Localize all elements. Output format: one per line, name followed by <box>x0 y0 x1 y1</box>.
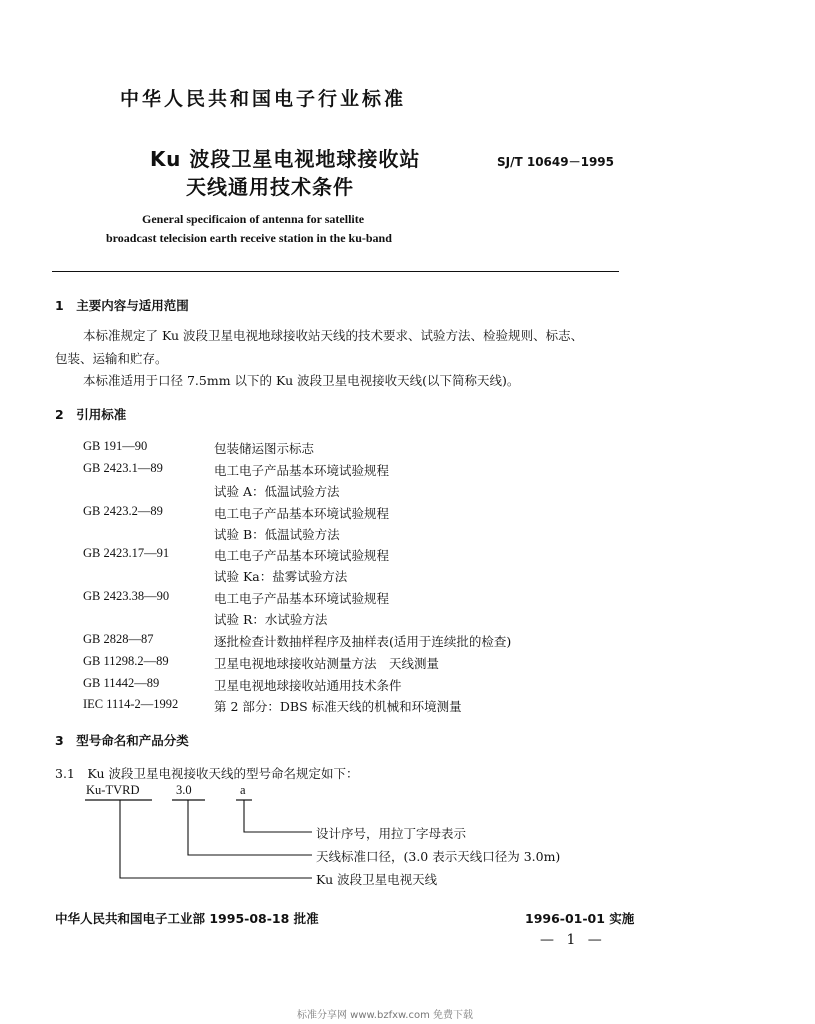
reference-subtitle: 试验 A：低温试验方法 <box>214 484 340 499</box>
model-serial: a <box>240 783 246 797</box>
section1-paragraph1-line1: 本标准规定了 Ku 波段卫星电视地球接收站天线的技术要求、试验方法、检验规则、标志、 <box>83 328 584 343</box>
reference-code: GB 11442—89 <box>83 676 160 690</box>
reference-subtitle: 试验 Ka：盐雾试验方法 <box>214 569 348 584</box>
reference-title: 第 2 部分：DBS 标准天线的机械和环境测量 <box>214 699 462 714</box>
effective-date: 1996-01-01 实施 <box>525 911 635 926</box>
reference-code: GB 2423.17—91 <box>83 546 170 560</box>
reference-title: 卫星电视地球接收站测量方法 天线测量 <box>214 656 440 671</box>
section1-heading: 1 主要内容与适用范围 <box>55 298 189 313</box>
english-title-line2: broadcast telecision earth receive station in the ku-band <box>106 231 392 245</box>
reference-title: 卫星电视地球接收站通用技术条件 <box>214 678 402 693</box>
reference-subtitle: 试验 B：低温试验方法 <box>214 527 340 542</box>
approval-statement: 中华人民共和国电子工业部 1995-08-18 批准 <box>55 911 319 926</box>
reference-title: 电工电子产品基本环境试验规程 <box>214 548 390 563</box>
section1-paragraph1-line2: 包装、运输和贮存。 <box>55 351 168 366</box>
connector-diameter <box>188 800 312 855</box>
standard-number: SJ/T 10649－1995 <box>497 155 615 169</box>
standard-body-title: 中华人民共和国电子行业标准 <box>120 88 407 110</box>
document-title-line1: Ku 波段卫星电视地球接收站 <box>150 147 421 171</box>
connector-type <box>120 800 312 878</box>
page-number: — 1 — <box>540 932 606 948</box>
annotation-serial: 设计序号，用拉丁字母表示 <box>316 826 467 841</box>
reference-code: GB 2423.2—89 <box>83 504 163 518</box>
reference-code: GB 2423.38—90 <box>83 589 170 603</box>
reference-code: GB 2423.1—89 <box>83 461 163 475</box>
section1-paragraph2: 本标准适用于口径 7.5mm 以下的 Ku 波段卫星电视接收天线(以下简称天线)。 <box>83 373 520 388</box>
section2-heading: 2 引用标准 <box>55 407 127 422</box>
section3-1-text: 3.1 Ku 波段卫星电视接收天线的型号命名规定如下： <box>55 766 359 781</box>
connector-serial <box>244 800 312 832</box>
document-title-line2: 天线通用技术条件 <box>186 175 354 199</box>
watermark-text: 标准分享网 www.bzfxw.com 免费下载 <box>297 1010 473 1021</box>
reference-subtitle: 试验 R：水试验方法 <box>214 612 328 627</box>
reference-code: GB 2828—87 <box>83 632 154 646</box>
reference-code: GB 191—90 <box>83 439 148 453</box>
english-title-line1: General specificaion of antenna for satellite <box>142 212 365 226</box>
reference-title: 电工电子产品基本环境试验规程 <box>214 506 390 521</box>
annotation-type: Ku 波段卫星电视天线 <box>316 872 438 887</box>
reference-title: 包装储运图示标志 <box>214 441 315 456</box>
model-diameter: 3.0 <box>176 783 192 797</box>
reference-title: 电工电子产品基本环境试验规程 <box>214 463 390 478</box>
reference-code: GB 11298.2—89 <box>83 654 169 668</box>
reference-code: IEC 1114-2—1992 <box>83 697 179 711</box>
reference-title: 电工电子产品基本环境试验规程 <box>214 591 390 606</box>
model-prefix: Ku-TVRD <box>86 783 140 797</box>
reference-title: 逐批检查计数抽样程序及抽样表(适用于连续批的检查) <box>214 634 512 649</box>
section3-heading: 3 型号命名和产品分类 <box>55 733 189 748</box>
annotation-diameter: 天线标准口径，(3.0 表示天线口径为 3.0m) <box>316 849 561 864</box>
